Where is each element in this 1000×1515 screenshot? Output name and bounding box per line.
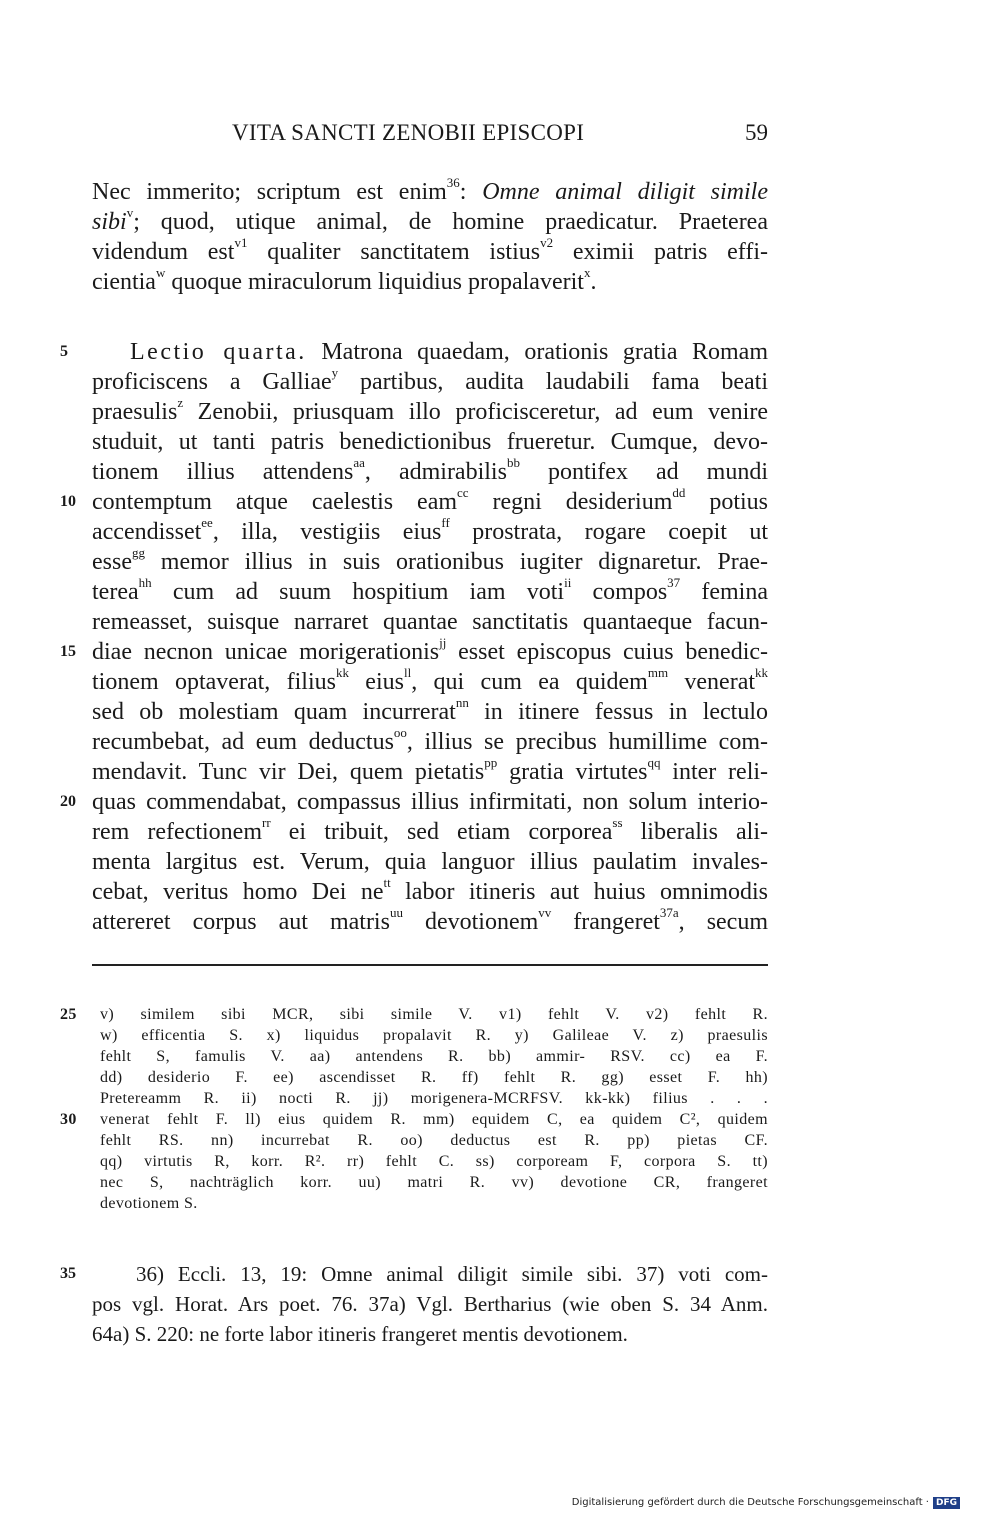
text-line: Nec immerito; scriptum est enim$^{36}$: Omne animal diligit simile (92, 175, 768, 205)
page-number: 59 (745, 120, 768, 145)
text-line: accendisset$^{ee}$, illa, vestigiis eius$^{ff}$ prostrata, rogare coepit ut (92, 515, 768, 545)
lectio-quarta (60, 337, 769, 937)
text-line: esse$^{gg}$ memor illius in suis orationibus iugiter dignaretur. Prae- (92, 545, 768, 575)
running-header (92, 120, 768, 154)
text-line: menta largitus est. Verum, quia languor illius paulatim invales- (92, 849, 768, 875)
apparatus-line: qq) virtutis R, korr. R². rr) fehlt C. ss) corpoream F, corpora S. tt) (100, 1153, 768, 1170)
text-line: mendavit. Tunc vir Dei, quem pietatis$^{pp}$ gratia virtutes$^{qq}$ inter reli- (92, 755, 769, 785)
text-line: 20 quas commendabat, compassus illius infirmitati, non solum interio- (60, 789, 768, 815)
apparatus-line: devotionem S. (100, 1195, 198, 1212)
apparatus-line: fehlt RS. nn) incurrebat R. oo) deductus est R. pp) pietas CF. (100, 1132, 768, 1149)
apparatus-line: dd) desiderio F. ee) ascendisset R. ff) fehlt R. gg) esset F. hh) (100, 1069, 768, 1086)
text-line: terea$^{hh}$ cum ad suum hospitium iam voti$^{ii}$ compos$^{37}$ femina (92, 575, 768, 605)
text-line: 10 contemptum atque caelestis eam$^{cc}$ regni desiderium$^{dd}$ potius (60, 485, 769, 515)
text-line: tionem optaverat, filius$^{kk}$ eius$^{ll}$, qui cum ea quidem$^{mm}$ venerat$^{kk}$ (92, 665, 769, 695)
note-line: 35 36) Eccli. 13, 19: Omne animal diligit simile sibi. 37) voti com- (60, 1262, 768, 1286)
apparatus-line: Pretereamm R. ii) nocti R. jj) morigenera-MCRFSV. kk-kk) filius . . . (100, 1090, 768, 1107)
text-line: studuit, ut tanti patris benedictionibus frueretur. Cumque, devo- (92, 429, 768, 455)
text-line: cientia$^w$ quoque miraculorum liquidius propalaverit$^x$. (92, 265, 597, 295)
text-line: proficiscens a Galliae$^y$ partibus, audita laudabili fama beati (92, 365, 769, 395)
text-line: rem refectionem$^{rr}$ ei tribuit, sed etiam corporea$^{ss}$ liberalis ali- (92, 815, 768, 845)
text-line: sibi$^v$; quod, utique animal, de homine praedicatur. Praeterea (92, 205, 768, 235)
apparatus-line: fehlt S, famulis V. aa) antendens R. bb) ammir- RSV. cc) ea F. (100, 1048, 768, 1065)
text-line: tionem illius attendens$^{aa}$, admirabilis$^{bb}$ pontifex ad mundi (92, 455, 768, 485)
apparatus-line: w) efficentia S. x) liquidus propalavit R. y) Galileae V. z) praesulis (100, 1027, 768, 1044)
text-line: videndum est$^{v1}$ qualiter sanctitatem istius$^{v2}$ eximii patris effi- (92, 235, 768, 265)
critical-apparatus (60, 1004, 768, 1214)
text-line: attereret corpus aut matris$^{uu}$ devotionem$^{vv}$ frangeret$^{37a}$, secum (92, 905, 768, 935)
text-line: recumbebat, ad eum deductus$^{oo}$, illius se precibus humillime com- (92, 725, 768, 755)
digitization-credit: Digitalisierung gefördert durch die Deutsche Forschungsgemeinschaft · DFG (572, 1497, 960, 1509)
text-line: remeasset, suisque narraret quantae sanctitatis quantaeque facun- (92, 609, 768, 635)
apparatus-line: 30 venerat fehlt F. ll) eius quidem R. mm) equidem C, ea quidem C², quidem (60, 1111, 768, 1128)
text-line: 15 diae necnon unicae morigerationis$^{jj}$ esset episcopus cuius benedic- (60, 635, 769, 665)
intro-paragraph (92, 177, 768, 297)
note-line: pos vgl. Horat. Ars poet. 76. 37a) Vgl. Bertharius (wie oben S. 34 Anm. (92, 1292, 768, 1316)
apparatus-line: 25 v) similem sibi MCR, sibi simile V. v1) fehlt V. v2) fehlt R. (60, 1006, 768, 1023)
text-line: praesulis$^z$ Zenobii, priusquam illo proficisceretur, ad eum venire (92, 395, 768, 425)
note-line: 64a) S. 220: ne forte labor itineris frangeret mentis devotionem. (92, 1322, 628, 1346)
text-line: cebat, veritus homo Dei $ne^{tt}$ labor itineris aut huius omnimodis (92, 875, 769, 905)
running-title: VITA SANCTI ZENOBII EPISCOPI (232, 120, 585, 145)
source-notes (60, 1259, 768, 1349)
dfg-logo: DFG (933, 1497, 960, 1509)
apparatus-line: nec S, nachträglich korr. uu) matri R. vv) devotione CR, frangeret (100, 1174, 768, 1191)
text-line: 5 Lectio quarta. Matrona quaedam, orationis gratia Romam (60, 339, 768, 365)
section-heading: Lectio quarta. (130, 339, 307, 365)
footnote-rule (92, 964, 768, 966)
text-line: sed ob molestiam quam incurrerat$^{nn}$ in itinere fessus in lectulo (92, 695, 768, 725)
